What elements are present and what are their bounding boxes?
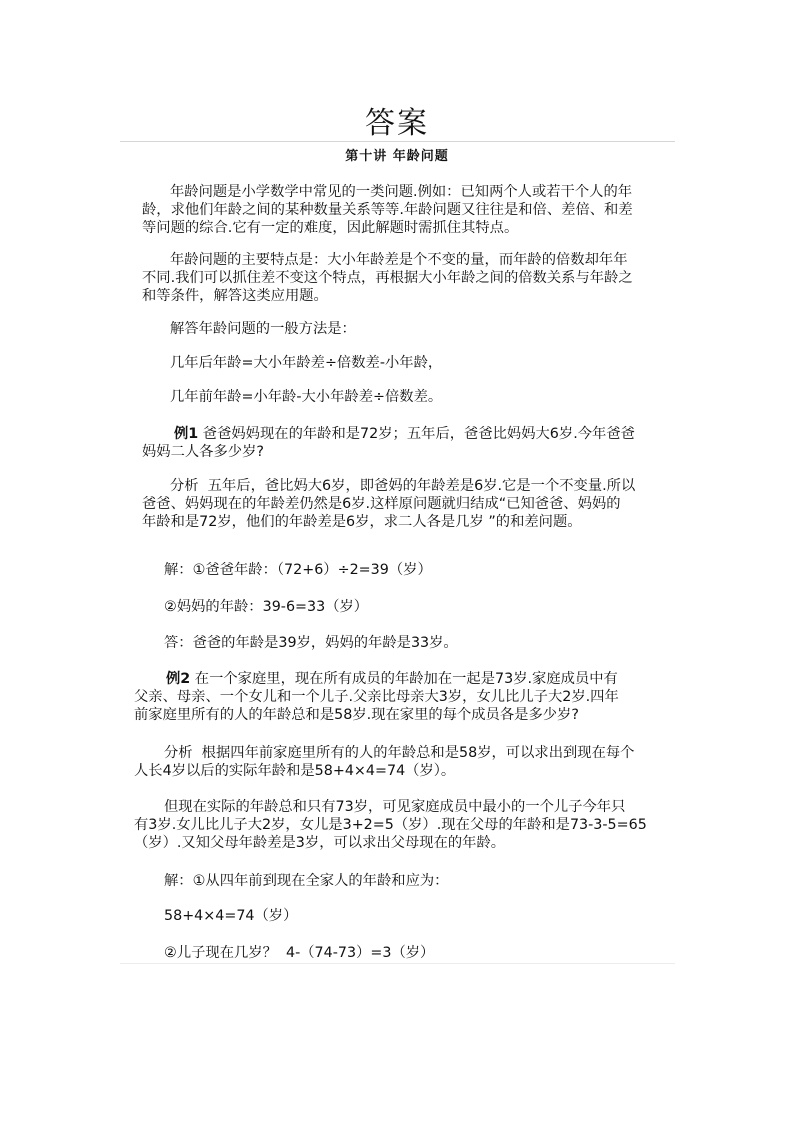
example1-line-1 (174, 425, 635, 443)
intro-line-2: 龄，求他们年龄之间的某种数量关系等等.年龄问题又往往是和倍、差倍、和差 (142, 202, 633, 218)
example2-line-1 (166, 670, 618, 688)
example1-analysis-line-2: 爸爸、妈妈现在的年龄差仍然是6岁.这样原问题就归结成“已知爸爸、妈妈的 (142, 496, 621, 512)
example2-step-1: 解：①从四年前到现在全家人的年龄和应为： (164, 873, 449, 889)
example1-text: 爸爸妈妈现在的年龄和是72岁；五年后，爸爸比妈妈大6岁.今年爸爸 (198, 426, 635, 442)
formula-years-before: 几年前年龄=小年龄-大小年龄差÷倍数差。 (170, 389, 443, 405)
example2-step-1-calc: 58+4×4=74（岁） (164, 908, 298, 924)
lecture-subtitle: 第十讲 年龄问题 (345, 149, 449, 164)
example1-line-2: 妈妈二人各多少岁? (142, 444, 264, 460)
example2-text: 在一个家庭里，现在所有成员的年龄加在一起是73岁.家庭成员中有 (190, 671, 618, 687)
method-intro: 解答年龄问题的一般方法是： (170, 321, 356, 337)
features-line-1: 年龄问题的主要特点是：大小年龄差是个不变的量，而年龄的倍数却年年 (170, 252, 628, 268)
example1-step-2: ②妈妈的年龄：39-6=33（岁） (164, 599, 369, 615)
example2-explain-line-2: 有3岁.女儿比儿子大2岁，女儿是3+2=5（岁）.现在父母的年龄和是73-3-5=65 (134, 817, 647, 833)
example2-step-2: ②儿子现在几岁？ 4-（74-73）=3（岁） (164, 945, 435, 961)
example2-analysis-line-2: 人长4岁以后的实际年龄和是58+4×4=74（岁）。 (134, 763, 456, 779)
example2-line-3: 前家庭里所有的人的年龄总和是58岁.现在家里的每个成员各是多少岁? (134, 707, 579, 723)
formula-years-after: 几年后年龄=大小年龄差÷倍数差-小年龄， (170, 355, 443, 371)
page-title: 答案 (365, 106, 429, 141)
example2-label: 例2 (166, 671, 191, 687)
features-line-3: 和等条件，解答这类应用题。 (142, 288, 328, 304)
example1-analysis-line-3: 年龄和是72岁，他们的年龄差是6岁，求二人各是几岁 ”的和差问题。 (142, 514, 582, 530)
example1-step-1: 解：①爸爸年龄：（72+6）÷2=39（岁） (164, 562, 432, 578)
example2-explain-line-3: （岁）.又知父母年龄差是3岁，可以求出父母现在的年龄。 (134, 835, 506, 851)
example2-explain-line-1: 但现在实际的年龄总和只有73岁，可见家庭成员中最小的一个儿子今年只 (164, 799, 626, 815)
intro-line-3: 等问题的综合.它有一定的难度，因此解题时需抓住其特点。 (142, 220, 519, 236)
example1-answer: 答：爸爸的年龄是39岁，妈妈的年龄是33岁。 (164, 635, 458, 651)
title-divider (120, 141, 675, 142)
intro-line-1: 年龄问题是小学数学中常见的一类问题.例如：已知两个人或若干个人的年 (170, 184, 633, 200)
example1-analysis-line-1: 分析 五年后，爸比妈大6岁，即爸妈的年龄差是6岁.它是一个不变量.所以 (170, 478, 636, 494)
example2-analysis-line-1: 分析 根据四年前家庭里所有的人的年龄总和是58岁，可以求出到现在每个 (164, 745, 635, 761)
example1-label: 例1 (174, 426, 199, 442)
example2-line-2: 父亲、母亲、一个女儿和一个儿子.父亲比母亲大3岁，女儿比儿子大2岁.四年 (134, 689, 619, 705)
features-line-2: 不同.我们可以抓住差不变这个特点，再根据大小年龄之间的倍数关系与年龄之 (142, 270, 633, 286)
bottom-divider (120, 963, 675, 964)
